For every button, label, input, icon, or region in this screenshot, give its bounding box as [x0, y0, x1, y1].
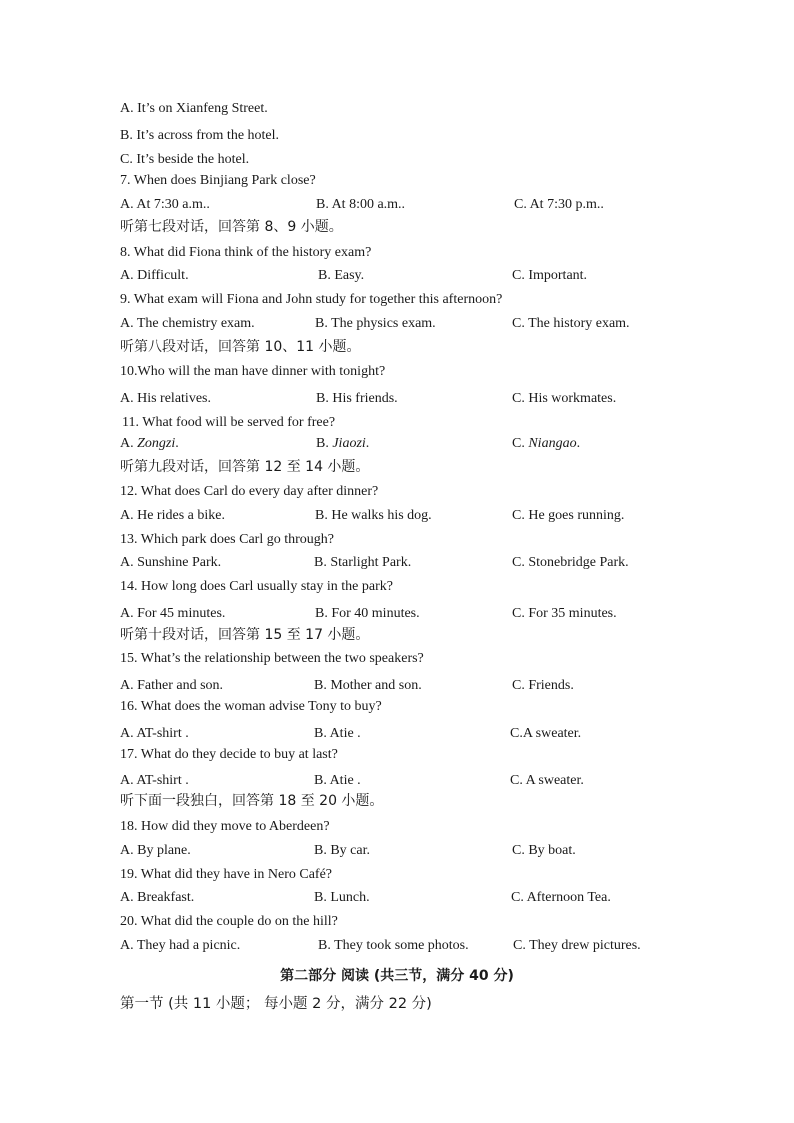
q13-option-a: A. Sunshine Park. [120, 555, 222, 570]
q14-option-a: A. For 45 minutes. [120, 606, 226, 621]
q18-option-c: C. By boat. [512, 843, 576, 858]
q14-option-c: C. For 35 minutes. [512, 606, 617, 621]
q12-question: 12. What does Carl do every day after dinner? [120, 484, 379, 499]
q8-option-b: B. Easy. [318, 268, 365, 283]
q20-option-b: B. They took some photos. [318, 938, 469, 953]
q16-option-c: C.A sweater. [510, 726, 582, 741]
part-2-heading: 第二部分 阅读 (共三节，满分 40 分) [280, 968, 514, 984]
q9-option-a: A. The chemistry exam. [120, 316, 255, 331]
section-10-instruction: 听第十段对话，回答第 15 至 17 小题。 [120, 627, 370, 643]
q9-option-c: C. The history exam. [512, 316, 630, 331]
q17-option-b: B. Atie . [314, 773, 361, 788]
section-9-instruction: 听第九段对话，回答第 12 至 14 小题。 [120, 459, 370, 475]
q11-option-c: C. Niangao. [512, 436, 581, 451]
q10-question: 10.Who will the man have dinner with tonight? [120, 364, 386, 379]
q13-option-c: C. Stonebridge Park. [512, 555, 629, 570]
monologue-instruction: 听下面一段独白，回答第 18 至 20 小题。 [120, 793, 384, 809]
section-7-instruction: 听第七段对话，回答第 8、9 小题。 [120, 219, 343, 235]
q13-question: 13. Which park does Carl go through? [120, 532, 334, 547]
q18-question: 18. How did they move to Aberdeen? [120, 819, 330, 834]
q11-option-a-text: Zongzi [137, 436, 176, 451]
q8-question: 8. What did Fiona think of the history exam? [120, 245, 372, 260]
q12-option-a: A. He rides a bike. [120, 508, 225, 523]
q6-option-c: C. It’s beside the hotel. [120, 152, 250, 167]
q11-option-a: A. Zongzi. [120, 436, 179, 451]
q15-option-c: C. Friends. [512, 678, 574, 693]
q16-option-b: B. Atie . [314, 726, 361, 741]
q10-option-b: B. His friends. [316, 391, 398, 406]
q20-option-c: C. They drew pictures. [513, 938, 641, 953]
q9-question: 9. What exam will Fiona and John study for together this afternoon? [120, 292, 503, 307]
q20-option-a: A. They had a picnic. [120, 938, 241, 953]
q14-option-b: B. For 40 minutes. [315, 606, 420, 621]
q10-option-c: C. His workmates. [512, 391, 617, 406]
q12-option-b: B. He walks his dog. [315, 508, 432, 523]
q12-option-c: C. He goes running. [512, 508, 625, 523]
q16-question: 16. What does the woman advise Tony to buy? [120, 699, 382, 714]
q14-question: 14. How long does Carl usually stay in the park? [120, 579, 393, 594]
q7-question: 7. When does Binjiang Park close? [120, 173, 316, 188]
q7-option-a: A. At 7:30 a.m.. [120, 197, 210, 212]
q17-option-c: C. A sweater. [510, 773, 584, 788]
q6-option-b: B. It’s across from the hotel. [120, 128, 280, 143]
q15-option-b: B. Mother and son. [314, 678, 422, 693]
q7-option-b: B. At 8:00 a.m.. [316, 197, 406, 212]
q11-option-c-text: Niangao [528, 436, 577, 451]
q18-option-a: A. By plane. [120, 843, 191, 858]
q9-option-b: B. The physics exam. [315, 316, 436, 331]
q8-option-a: A. Difficult. [120, 268, 189, 283]
q20-question: 20. What did the couple do on the hill? [120, 914, 338, 929]
q15-option-a: A. Father and son. [120, 678, 224, 693]
q8-option-c: C. Important. [512, 268, 588, 283]
q19-option-c: C. Afternoon Tea. [511, 890, 611, 905]
q18-option-b: B. By car. [314, 843, 370, 858]
q19-question: 19. What did they have in Nero Café? [120, 867, 333, 882]
q11-question: 11. What food will be served for free? [122, 415, 336, 430]
q7-option-c: C. At 7:30 p.m.. [514, 197, 604, 212]
q11-option-b: B. Jiaozi. [316, 436, 370, 451]
q17-option-a: A. AT-shirt . [120, 773, 189, 788]
q6-option-a: A. It’s on Xianfeng Street. [120, 101, 268, 116]
q17-question: 17. What do they decide to buy at last? [120, 747, 338, 762]
section-8-instruction: 听第八段对话，回答第 10、11 小题。 [120, 339, 361, 355]
q10-option-a: A. His relatives. [120, 391, 211, 406]
q19-option-a: A. Breakfast. [120, 890, 195, 905]
q13-option-b: B. Starlight Park. [314, 555, 412, 570]
q16-option-a: A. AT-shirt . [120, 726, 189, 741]
q19-option-b: B. Lunch. [314, 890, 370, 905]
part-2-section-1-heading: 第一节 (共 11 小题； 每小题 2 分，满分 22 分) [120, 996, 432, 1012]
q15-question: 15. What’s the relationship between the two speakers? [120, 651, 424, 666]
q11-option-b-text: Jiaozi [332, 436, 366, 451]
